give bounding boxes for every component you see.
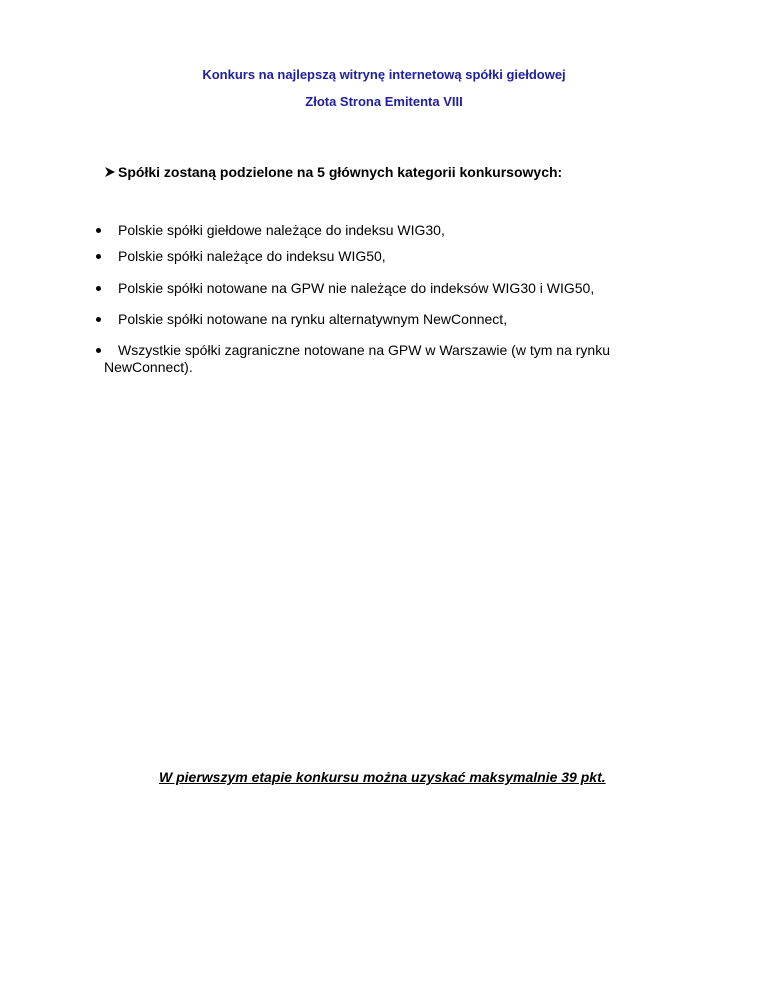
list-item-text: Polskie spółki notowane na GPW nie należące do indeksów WIG30 i WIG50, bbox=[118, 280, 595, 296]
list-item-text: Polskie spółki należące do indeksu WIG50, bbox=[118, 248, 386, 264]
section-heading bbox=[104, 164, 562, 181]
bullet-icon bbox=[96, 228, 101, 233]
section-heading-text: Spółki zostaną podzielone na 5 głównych kategorii konkursowych: bbox=[118, 164, 563, 180]
document-title: Konkurs na najlepszą witrynę internetową spółki giełdowej bbox=[202, 67, 566, 82]
bullet-icon bbox=[96, 317, 101, 322]
list-item-text: Wszystkie spółki zagraniczne notowane na GPW w Warszawie (w tym na rynku NewConnect). bbox=[104, 342, 610, 375]
bullet-icon bbox=[96, 348, 101, 353]
document-subtitle: Złota Strona Emitenta VIII bbox=[305, 94, 463, 109]
list-item-text: Polskie spółki notowane na rynku alternatywnym NewConnect, bbox=[118, 311, 508, 327]
bullet-icon bbox=[96, 254, 101, 259]
arrowhead-right-icon bbox=[104, 164, 116, 181]
list-item-text: Polskie spółki giełdowe należące do indeksu WIG30, bbox=[118, 222, 445, 238]
bullet-icon bbox=[96, 286, 101, 291]
footer-note: W pierwszym etapie konkursu można uzyskać maksymalnie 39 pkt. bbox=[159, 769, 606, 785]
